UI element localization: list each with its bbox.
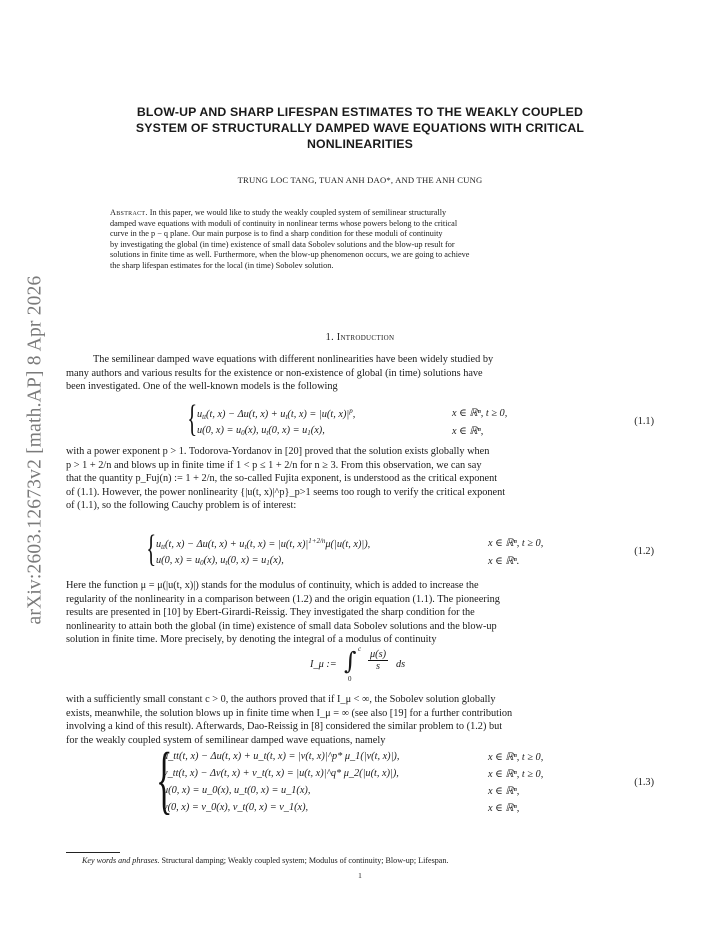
integral-upper-bound: c bbox=[358, 645, 362, 653]
equation-row: v_tt(t, x) − Δv(t, x) + v_t(t, x) = |u(t, x)|^q* μ_2(|u(t, x)|), bbox=[163, 768, 399, 779]
integral-sign: ∫ bbox=[344, 647, 357, 675]
equation-1-1 bbox=[66, 398, 654, 444]
equation-condition: x ∈ ℝⁿ, t ≥ 0, bbox=[488, 752, 544, 763]
abstract-line: solutions in finite time as well. Furthermore, when the blow-up phenomenon occurs, we are going to achieve bbox=[110, 250, 470, 260]
equation-row: utt(t, x) − Δu(t, x) + ut(t, x) = |u(t, $x)|^{1+2/n}\mu(|u(t$, x)|), bbox=[156, 537, 371, 551]
integral-differential: ds bbox=[396, 659, 406, 670]
equation-row: u(0, x) = u_0(x), u_t(0, x) = u_1(x), bbox=[163, 785, 311, 796]
equation-row: v(0, x) = v_0(x), v_t(0, x) = v_1(x), bbox=[163, 802, 309, 813]
equation-condition: x ∈ ℝⁿ, t ≥ 0, bbox=[452, 408, 508, 419]
arxiv-identifier-stamp bbox=[18, 250, 54, 650]
title-line: NONLINEARITIES bbox=[307, 137, 413, 151]
paragraph-line: Here the function μ = μ(|u(t, x)|) stands for the modulus of continuity, which is added to increase the bbox=[66, 580, 479, 591]
footnote-rule bbox=[66, 852, 120, 853]
equation-1-2 bbox=[66, 528, 654, 574]
abstract-line: curve in the p − q plane. Our main purpose is to find a sharp condition for these moduli of continuity bbox=[110, 229, 443, 239]
abstract-heading: Abstract. bbox=[110, 208, 148, 217]
page-number: 1 bbox=[358, 871, 362, 880]
paragraph-line: with a power exponent p > 1. Todorova-Yordanov in [20] proved that the solution exists globally when bbox=[66, 446, 490, 457]
paragraph-line: with a sufficiently small constant c > 0, the authors proved that if I_μ < ∞, the Sobolev solution globally bbox=[66, 694, 496, 705]
equation-brace: { bbox=[187, 398, 198, 440]
equation-condition: x ∈ ℝⁿ, t ≥ 0, bbox=[488, 538, 544, 549]
fraction-numerator: μ(s) bbox=[370, 649, 387, 660]
equation-number: (1.2) bbox=[634, 546, 654, 557]
abstract-line: damped wave equations with moduli of continuity in nonlinear terms whose powers belong to the critical bbox=[110, 218, 458, 228]
fraction-denominator: s bbox=[376, 661, 381, 672]
footnote-label: Key words and phrases. bbox=[82, 856, 160, 865]
abstract-line: the sharp lifespan estimates for the local (in time) Sobolev solution. bbox=[110, 260, 334, 270]
equation-condition: x ∈ ℝⁿ, bbox=[452, 426, 484, 437]
equation-number: (1.3) bbox=[634, 777, 654, 788]
paper-title bbox=[66, 104, 654, 152]
title-line: SYSTEM OF STRUCTURALLY DAMPED WAVE EQUATIONS WITH CRITICAL bbox=[135, 121, 585, 135]
equation-condition: x ∈ ℝⁿ, bbox=[488, 803, 520, 814]
paragraph-line: nonlinearity to attain both the global (in time) existence of small data Sobolev solutions and the blow-up bbox=[66, 620, 497, 632]
author-list: TRUNG LOC TANG, TUAN ANH DAO*, AND THE ANH CUNG bbox=[237, 175, 483, 185]
equation-row: utt(t, x) − Δu(t, x) + ut(t, x) = |u(t, $x)|^p$, bbox=[197, 407, 356, 421]
paragraph-line: of (1.1), so the following Cauchy problem is of interest: bbox=[66, 500, 297, 511]
equation-condition: x ∈ ℝⁿ, bbox=[488, 786, 520, 797]
paragraph-line: involving a kind of this result). Afterwards, Dao-Reissig in [8] considered the similar problem to (1.2) but bbox=[66, 721, 503, 732]
paragraph-line: for the weakly coupled system of semilinear damped wave equations, namely bbox=[66, 734, 386, 746]
integral-definition bbox=[66, 645, 654, 685]
paragraph-line: regularity of the nonlinearity in a comparison between (1.2) and the origin equation (1.1). The pioneering bbox=[66, 593, 500, 605]
equation-condition: x ∈ ℝⁿ. bbox=[488, 556, 520, 567]
title-line: BLOW-UP AND SHARP LIFESPAN ESTIMATES TO THE WEAKLY COUPLED bbox=[136, 105, 584, 119]
section-heading-introduction: 1. Introduction bbox=[325, 332, 395, 343]
footnote-text: Structural damping; Weakly coupled system; Modulus of continuity; Blow-up; Lifespan. bbox=[159, 856, 449, 865]
equation-row: u(0, x) = u0(x), ut(0, x) = u1(x), bbox=[197, 425, 325, 437]
equation-brace: { bbox=[156, 738, 173, 822]
abstract bbox=[110, 208, 612, 272]
paragraph-intro bbox=[66, 353, 654, 394]
integral-lhs: I_μ := bbox=[310, 659, 337, 670]
paragraph-line: results are presented in [10] by Ebert-Girardi-Reissig. They investigated the sharp condition for the bbox=[66, 607, 475, 618]
paragraph-line: been investigated. One of the well-known models is the following bbox=[66, 381, 338, 392]
abstract-line: by investigating the global (in time) existence of small data Sobolev solutions and the blow-up result for bbox=[110, 239, 455, 249]
paragraph-line: that the quantity p_Fuj(n) := 1 + 2/n, the so-called Fujita exponent, is understood as the critical exponent bbox=[66, 473, 498, 484]
paragraph-line: solution in finite time. More precisely, by denoting the integral of a modulus of continuity bbox=[66, 634, 437, 645]
paragraph-dao-reissig bbox=[66, 693, 654, 747]
footnote-keywords bbox=[82, 856, 448, 865]
paragraph-fujita bbox=[66, 445, 654, 513]
paragraph-line: p > 1 + 2/n and blows up in finite time if 1 < p ≤ 1 + 2/n for n ≥ 3. From this observation, we can say bbox=[66, 459, 482, 471]
equation-row: u_tt(t, x) − Δu(t, x) + u_t(t, x) = |v(t, x)|^p* μ_1(|v(t, x)|), bbox=[163, 751, 400, 762]
integral-lower-bound: 0 bbox=[348, 675, 352, 683]
equation-number: (1.1) bbox=[634, 416, 654, 427]
equation-brace: { bbox=[146, 528, 157, 570]
equation-row: u(0, x) = u0(x), ut(0, x) = u1(x), bbox=[156, 555, 284, 567]
integral-fraction bbox=[368, 649, 388, 672]
paragraph-line: exists, meanwhile, the solution blows up in finite time when I_μ = ∞ (see also [19] for a further contribution bbox=[66, 707, 513, 719]
arxiv-identifier: arXiv:2603.12673v2 [math.AP] 8 Apr 2026 bbox=[25, 275, 46, 625]
abstract-line-1: Abstract. In this paper, we would like to study the weakly coupled system of semilinear structurally bbox=[110, 208, 447, 217]
paragraph-line: of (1.1). However, the power nonlinearity {|u(t, x)|^p}_p>1 seems too rough to verify the critical exponent bbox=[66, 486, 506, 498]
equation-condition: x ∈ ℝⁿ, t ≥ 0, bbox=[488, 769, 544, 780]
paragraph-modulus bbox=[66, 579, 654, 647]
paragraph-line: The semilinear damped wave equations with different nonlinearities have been widely studied by bbox=[93, 354, 494, 365]
paragraph-line: many authors and various results for the existence or non-existence of global (in time) solutions have bbox=[66, 367, 483, 379]
